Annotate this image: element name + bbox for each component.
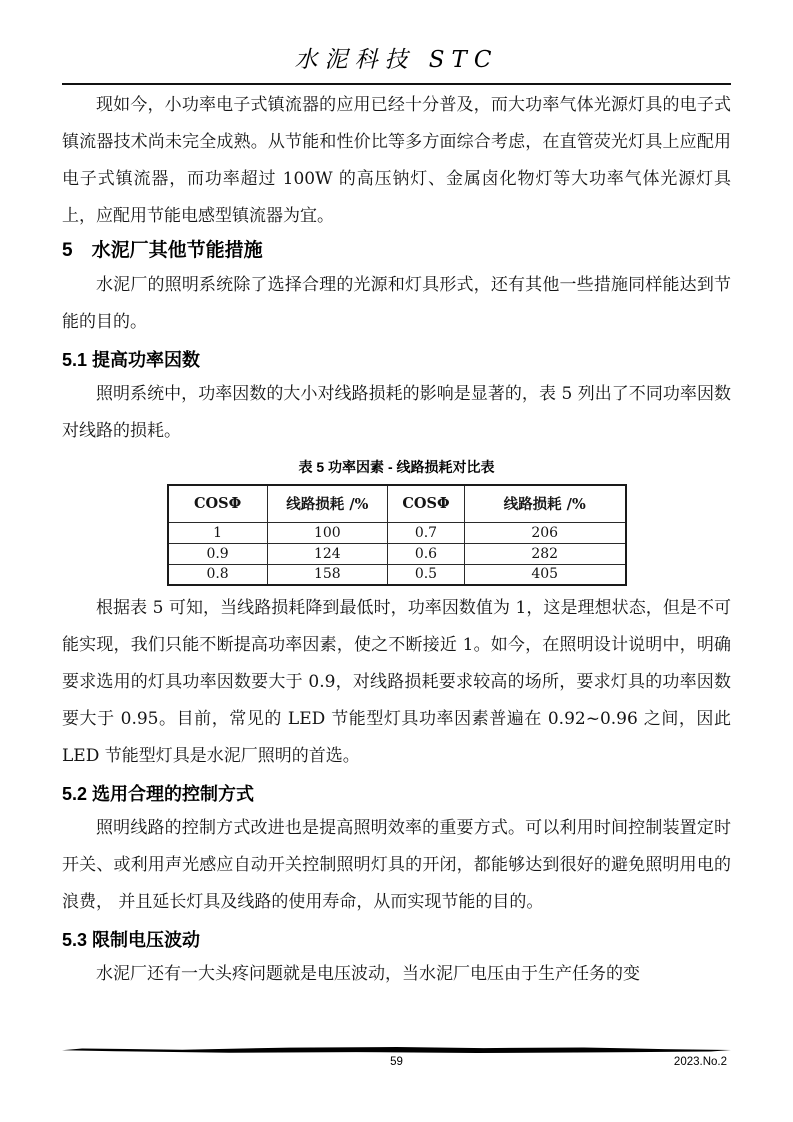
section-5-heading: 5 水泥厂其他节能措施	[62, 240, 263, 261]
page-header	[62, 45, 731, 85]
section-5-paragraph: 水泥厂的照明系统除了选择合理的光源和灯具形式，还有其他一些措施同样能达到节能的目的。	[62, 275, 731, 332]
table-cell: 100	[267, 522, 387, 543]
table-header-cell: 线路损耗 /%	[464, 485, 625, 522]
document-body	[62, 87, 731, 993]
header-rule	[62, 83, 731, 85]
table-cell: 0.9	[168, 543, 268, 564]
table-row	[168, 543, 626, 564]
page-number: 59	[390, 1056, 403, 1068]
table-cell: 206	[464, 522, 625, 543]
section-5-2-paragraph: 照明线路的控制方式改进也是提高照明效率的重要方式。可以利用时间控制装置定时开关、或利用声光感应自动开关控制照明灯具的开闭，都能够达到很好的避免照明用电的浪费， 并且延长灯具及线路的使用寿命，从而实现节能的目的。	[62, 818, 731, 912]
table-caption: 表 5 功率因素 - 线路损耗对比表	[298, 459, 495, 475]
table-row	[168, 564, 626, 585]
table-cell: 0.8	[168, 564, 268, 585]
section-5-1-paragraph-2: 根据表 5 可知，当线路损耗降到最低时，功率因数值为 1，这是理想状态，但是不可能实现，我们只能不断提高功率因素，使之不断接近 1。如今，在照明设计说明中，明确要求选用的灯具功率因数要大于 0.9，对线路损耗要求较高的场所，要求灯具的功率因数要大于 0.95。目前，常见的 LED 节能型灯具功率因素普遍在 0.92~0.96 之间，因此 LED 节能型灯具是水泥厂照明的首选。	[62, 598, 731, 766]
footer-rule	[62, 1047, 731, 1053]
table-header-cell: 线路损耗 /%	[267, 485, 387, 522]
table-header-cell: COSΦ	[388, 485, 465, 522]
table-cell: 0.7	[388, 522, 465, 543]
table-cell: 0.5	[388, 564, 465, 585]
page-footer	[62, 1047, 731, 1074]
section-5-2-heading: 5.2 选用合理的控制方式	[62, 784, 255, 804]
table-row	[168, 522, 626, 543]
table-cell: 405	[464, 564, 625, 585]
section-5-3-heading: 5.3 限制电压波动	[62, 930, 201, 950]
section-5-1-heading: 5.1 提高功率因数	[62, 350, 201, 370]
table-header-cell: COSΦ	[168, 485, 268, 522]
issue-label: 2023.No.2	[673, 1056, 727, 1068]
paragraph-intro: 现如今，小功率电子式镇流器的应用已经十分普及，而大功率气体光源灯具的电子式镇流器技术尚未完全成熟。从节能和性价比等多方面综合考虑，在直管荧光灯具上应配用电子式镇流器，而功率超过 100W 的高压钠灯、金属卤化物灯等大功率气体光源灯具上，应配用节能电感型镇流器为宜。	[62, 95, 731, 226]
table-cell: 1	[168, 522, 268, 543]
table-cell: 282	[464, 543, 625, 564]
table-cell: 124	[267, 543, 387, 564]
journal-title: 水泥科技 STC	[294, 47, 499, 73]
table-header-row	[168, 485, 626, 522]
section-5-1-paragraph: 照明系统中，功率因数的大小对线路损耗的影响是显著的，表 5 列出了不同功率因数对线路的损耗。	[62, 384, 731, 441]
section-5-3-paragraph: 水泥厂还有一大头疼问题就是电压波动，当水泥厂电压由于生产任务的变	[96, 964, 640, 984]
table-cell: 158	[267, 564, 387, 585]
footer-text	[62, 1056, 731, 1074]
power-factor-table	[167, 484, 627, 586]
table-cell: 0.6	[388, 543, 465, 564]
